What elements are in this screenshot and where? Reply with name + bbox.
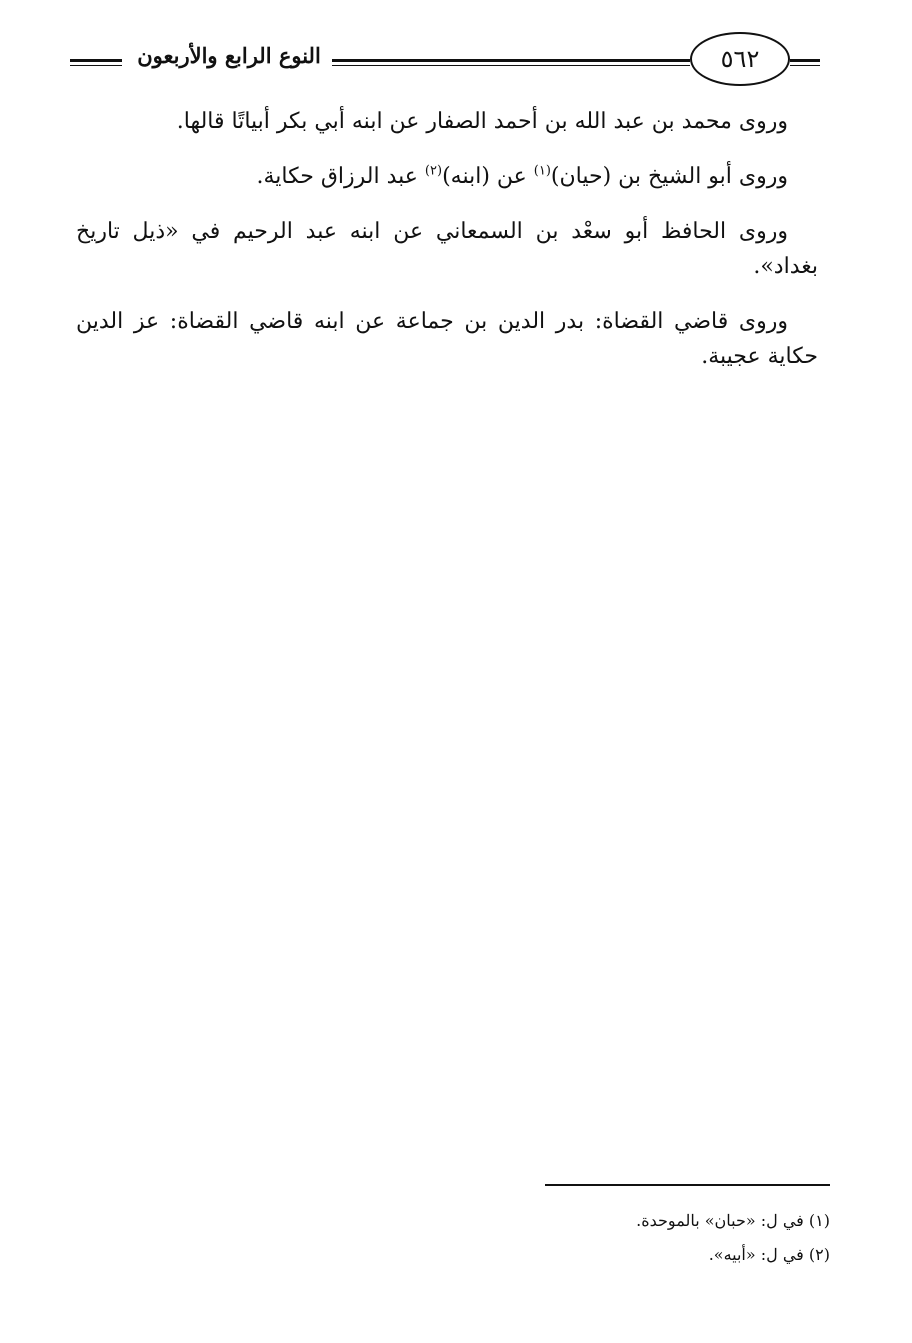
paragraph-2-part-1: وروى أبو الشيخ بن (حيان)	[550, 164, 788, 189]
paragraph-3: وروى الحافظ أبو سعْد بن السمعاني عن ابنه عبد الرحيم في «ذيل تاريخ بغداد».	[76, 219, 818, 279]
paragraph-1: وروى محمد بن عبد الله بن أحمد الصفار عن ابنه أبي بكر أبياتًا قالها.	[176, 109, 788, 134]
running-title: النوع الرابع والأربعون	[130, 43, 328, 68]
page-header	[70, 28, 820, 88]
paragraph-4: وروى قاضي القضاة: بدر الدين بن جماعة عن ابنه قاضي القضاة: عز الدين حكاية عجيبة.	[76, 309, 818, 369]
header-rule-right-thin	[790, 65, 820, 66]
header-rule-right	[790, 59, 820, 62]
footnote-2: (٢) في ل: «أبيه».	[708, 1245, 830, 1264]
footnote-1: (١) في ل: «حبان» بالموحدة.	[636, 1211, 830, 1230]
header-rule-left-thin	[70, 65, 122, 66]
paragraph-2	[76, 159, 818, 194]
paragraph-2-part-2: عن (ابنه)	[442, 164, 534, 189]
header-rule-middle	[332, 59, 690, 62]
footnote-ref-2: (٢)	[424, 163, 443, 179]
footnote-ref-1: (١)	[533, 163, 551, 179]
page-number: ٥٦٢	[690, 32, 790, 86]
paragraph-2-part-3: عبد الرزاق حكاية.	[256, 164, 425, 189]
main-text	[76, 104, 818, 394]
footnotes	[400, 1204, 830, 1272]
header-rule-middle-thin	[332, 65, 690, 66]
header-rule-left	[70, 59, 122, 62]
footnote-separator	[545, 1184, 830, 1186]
